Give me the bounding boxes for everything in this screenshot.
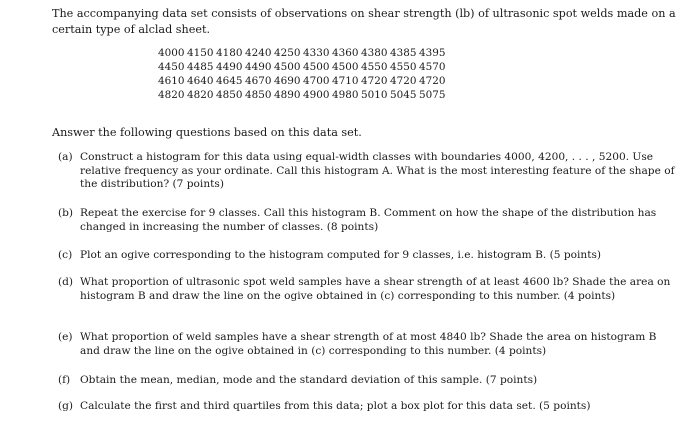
- table-cell: 4710: [332, 75, 359, 87]
- question-label: (e): [58, 331, 73, 343]
- table-cell: 4395: [419, 47, 446, 59]
- table-cell: 5045: [390, 89, 417, 101]
- table-cell: 4645: [216, 75, 243, 87]
- question-f: [58, 374, 676, 388]
- table-cell: 4485: [187, 61, 214, 73]
- table-cell: 4610: [158, 75, 185, 87]
- table-cell: 4385: [390, 47, 417, 59]
- question-text: Repeat the exercise for 9 classes. Call this histogram B. Comment on how the shape of the distribution has changed in increasing the number of classes. (8 points): [80, 207, 657, 233]
- table-cell: 4670: [245, 75, 272, 87]
- table-cell: 5010: [361, 89, 388, 101]
- table-cell: 4500: [303, 61, 330, 73]
- question-text: Calculate the first and third quartiles from this data; plot a box plot for this data set. (5 points): [80, 400, 591, 412]
- table-cell: 4490: [216, 61, 243, 73]
- table-cell: 4690: [274, 75, 301, 87]
- question-label: (d): [58, 276, 74, 288]
- table-cell: 4380: [361, 47, 388, 59]
- question-b: [58, 207, 676, 234]
- question-text: Plot an ogive corresponding to the histogram computed for 9 classes, i.e. histogram B. (5 points): [80, 249, 602, 261]
- table-cell: 4720: [419, 75, 446, 87]
- data-table: [158, 46, 448, 102]
- question-d: [58, 276, 676, 303]
- table-cell: 4250: [274, 47, 301, 59]
- table-cell: 4360: [332, 47, 359, 59]
- table-row: [158, 88, 448, 102]
- question-text: What proportion of ultrasonic spot weld samples have a shear strength of at least 4600 lb? Shade the area on histogram B and draw the line on the ogive obtained in (c) corresponding to this number. (4 points): [80, 276, 671, 302]
- question-g: [58, 400, 676, 414]
- table-row: [158, 60, 448, 74]
- table-cell: 4720: [390, 75, 417, 87]
- question-label: (g): [58, 400, 74, 412]
- table-cell: 5075: [419, 89, 446, 101]
- table-cell: 4890: [274, 89, 301, 101]
- question-label: (b): [58, 207, 74, 219]
- table-cell: 4720: [361, 75, 388, 87]
- table-cell: 4000: [158, 47, 185, 59]
- table-cell: 4640: [187, 75, 214, 87]
- table-cell: 4500: [332, 61, 359, 73]
- table-cell: 4700: [303, 75, 330, 87]
- instructions-prompt: Answer the following questions based on this data set.: [52, 126, 362, 139]
- table-cell: 4490: [245, 61, 272, 73]
- question-a: [58, 151, 676, 192]
- question-text: Obtain the mean, median, mode and the standard deviation of this sample. (7 points): [80, 374, 538, 386]
- table-cell: 4820: [158, 89, 185, 101]
- table-cell: 4500: [274, 61, 301, 73]
- question-c: [58, 249, 676, 263]
- table-cell: 4850: [245, 89, 272, 101]
- table-row: [158, 46, 448, 60]
- table-cell: 4330: [303, 47, 330, 59]
- table-cell: 4980: [332, 89, 359, 101]
- question-label: (f): [58, 374, 71, 386]
- table-cell: 4900: [303, 89, 330, 101]
- question-e: [58, 331, 676, 358]
- question-text: What proportion of weld samples have a shear strength of at most 4840 lb? Shade the area on histogram B and draw the line on the ogive obtained in (c) corresponding to this number. (4 points): [80, 331, 657, 357]
- question-text: Construct a histogram for this data using equal-width classes with boundaries 4000, 4200, . . . , 5200. Use relative frequency as your ordinate. Call this histogram A. What is the most interesting feature of the shape of the distribution? (7 points): [80, 151, 675, 191]
- table-cell: 4820: [187, 89, 214, 101]
- table-cell: 4150: [187, 47, 214, 59]
- table-cell: 4550: [390, 61, 417, 73]
- table-cell: 4570: [419, 61, 446, 73]
- question-label: (c): [58, 249, 73, 261]
- table-cell: 4850: [216, 89, 243, 101]
- table-cell: 4450: [158, 61, 185, 73]
- table-cell: 4180: [216, 47, 243, 59]
- table-row: [158, 74, 448, 88]
- table-cell: 4240: [245, 47, 272, 59]
- intro-paragraph: The accompanying data set consists of observations on shear strength (lb) of ultrasonic spot welds made on a certain type of alclad sheet.: [52, 7, 676, 36]
- table-cell: 4550: [361, 61, 388, 73]
- question-label: (a): [58, 151, 73, 163]
